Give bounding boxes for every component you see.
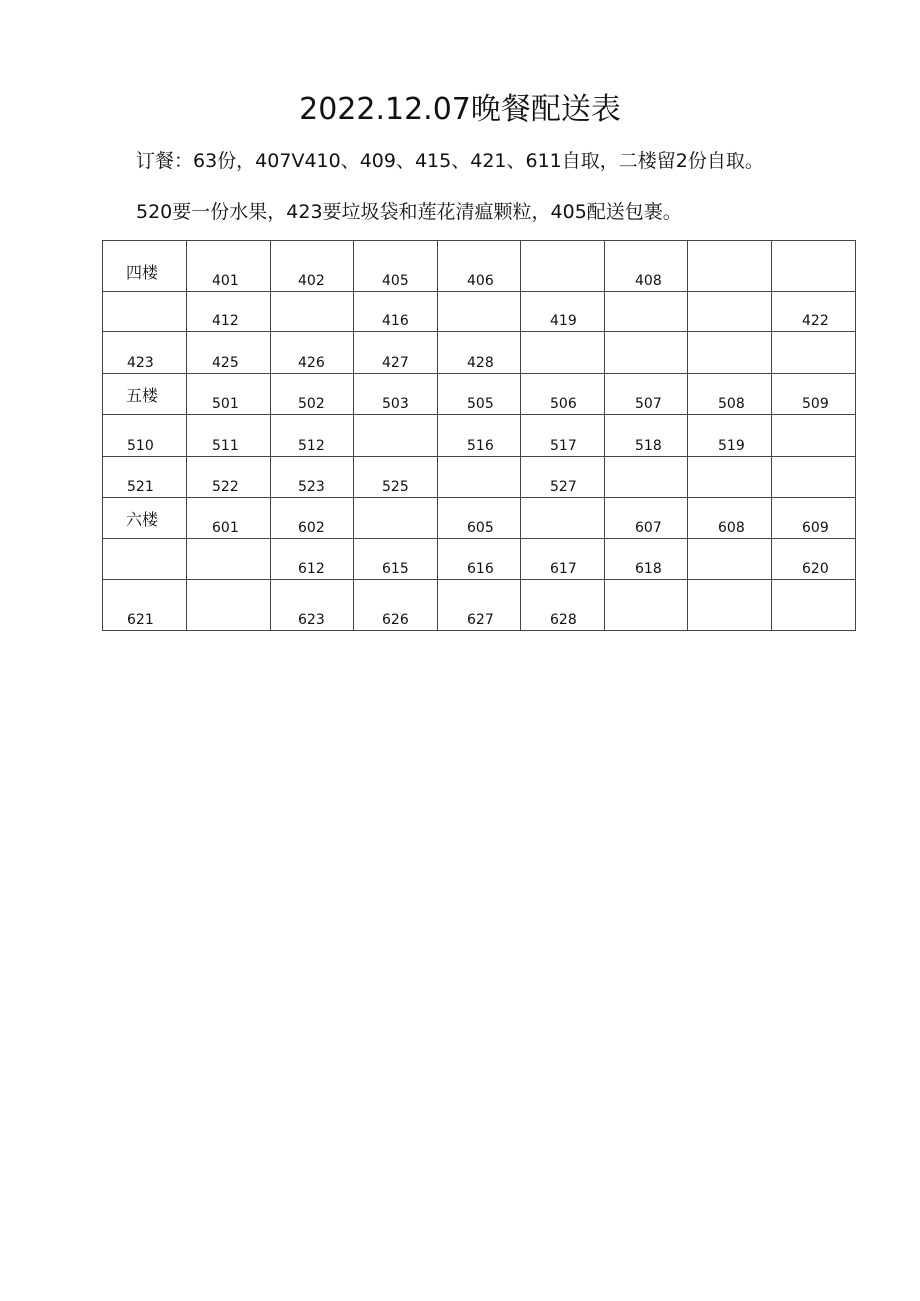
room-cell — [187, 374, 271, 415]
room-cell — [103, 415, 187, 457]
room-cell — [772, 374, 856, 415]
room-number: 427 — [382, 355, 409, 371]
room-cell — [605, 241, 688, 292]
floor-label-cell — [103, 241, 187, 292]
floor-label: 五楼 — [126, 386, 159, 405]
floor-label: 六楼 — [126, 510, 159, 529]
room-number: 518 — [635, 438, 662, 454]
table-row — [103, 332, 856, 374]
room-number: 517 — [550, 438, 577, 454]
table-row — [103, 292, 856, 332]
room-number: 502 — [298, 396, 325, 412]
room-number: 522 — [212, 479, 239, 495]
room-cell — [605, 415, 688, 457]
room-cell — [688, 292, 772, 332]
room-number: 405 — [382, 273, 409, 289]
room-cell — [438, 241, 521, 292]
room-cell — [521, 374, 605, 415]
room-cell — [521, 580, 605, 631]
room-cell — [271, 539, 354, 580]
room-cell — [688, 457, 772, 498]
room-cell — [772, 457, 856, 498]
room-number: 408 — [635, 273, 662, 289]
room-number: 626 — [382, 612, 409, 628]
room-cell — [271, 415, 354, 457]
room-number: 608 — [718, 520, 745, 536]
room-cell — [438, 457, 521, 498]
room-cell — [605, 498, 688, 539]
table-row — [103, 415, 856, 457]
room-cell — [187, 580, 271, 631]
room-number: 412 — [212, 313, 239, 329]
special-requests-note: 520要一份水果，423要垃圾袋和莲花清瘟颗粒，405配送包裹。 — [136, 201, 682, 223]
room-number: 607 — [635, 520, 662, 536]
room-cell — [521, 332, 605, 374]
room-number: 512 — [298, 438, 325, 454]
room-cell — [271, 498, 354, 539]
order-summary-note: 订餐：63份，407V410、409、415、421、611自取，二楼留2份自取。 — [136, 150, 764, 172]
room-number: 406 — [467, 273, 494, 289]
room-cell — [521, 539, 605, 580]
room-number: 516 — [467, 438, 494, 454]
room-cell — [271, 457, 354, 498]
room-number: 617 — [550, 561, 577, 577]
room-number: 521 — [127, 479, 154, 495]
room-number: 510 — [127, 438, 154, 454]
room-number: 501 — [212, 396, 239, 412]
room-cell — [688, 415, 772, 457]
room-number: 428 — [467, 355, 494, 371]
floor-label: 四楼 — [126, 263, 159, 282]
room-cell — [354, 241, 438, 292]
room-number: 425 — [212, 355, 239, 371]
room-cell — [103, 332, 187, 374]
room-cell — [438, 292, 521, 332]
room-cell — [438, 498, 521, 539]
room-cell — [521, 292, 605, 332]
room-cell — [605, 374, 688, 415]
room-cell — [354, 292, 438, 332]
room-number — [772, 628, 855, 630]
room-number: 615 — [382, 561, 409, 577]
room-cell — [354, 457, 438, 498]
room-number: 527 — [550, 479, 577, 495]
room-number: 620 — [802, 561, 829, 577]
room-cell — [772, 332, 856, 374]
room-number: 618 — [635, 561, 662, 577]
room-number: 401 — [212, 273, 239, 289]
room-cell — [521, 241, 605, 292]
room-number: 507 — [635, 396, 662, 412]
room-cell — [772, 539, 856, 580]
room-cell — [688, 539, 772, 580]
room-cell — [521, 457, 605, 498]
room-number: 525 — [382, 479, 409, 495]
room-cell — [103, 580, 187, 631]
room-cell — [521, 498, 605, 539]
room-cell — [187, 539, 271, 580]
room-number: 616 — [467, 561, 494, 577]
room-number: 416 — [382, 313, 409, 329]
room-cell — [103, 457, 187, 498]
room-cell — [103, 539, 187, 580]
room-number: 601 — [212, 520, 239, 536]
room-number: 426 — [298, 355, 325, 371]
room-cell — [354, 332, 438, 374]
room-number: 509 — [802, 396, 829, 412]
table-row — [103, 580, 856, 631]
room-cell — [688, 580, 772, 631]
room-cell — [271, 374, 354, 415]
room-number: 503 — [382, 396, 409, 412]
room-cell — [605, 539, 688, 580]
room-cell — [187, 332, 271, 374]
room-cell — [271, 292, 354, 332]
room-number: 402 — [298, 273, 325, 289]
floor-label-cell — [103, 498, 187, 539]
room-cell — [271, 580, 354, 631]
room-cell — [271, 332, 354, 374]
room-number: 519 — [718, 438, 745, 454]
room-number: 612 — [298, 561, 325, 577]
room-number: 506 — [550, 396, 577, 412]
room-cell — [688, 374, 772, 415]
room-cell — [187, 241, 271, 292]
room-cell — [438, 539, 521, 580]
room-number: 605 — [467, 520, 494, 536]
room-cell — [772, 580, 856, 631]
room-number: 508 — [718, 396, 745, 412]
room-number: 602 — [298, 520, 325, 536]
room-number: 511 — [212, 438, 239, 454]
table-row — [103, 539, 856, 580]
room-cell — [772, 498, 856, 539]
room-number: 609 — [802, 520, 829, 536]
room-number — [187, 628, 270, 630]
room-cell — [271, 241, 354, 292]
room-number: 623 — [298, 612, 325, 628]
table-row — [103, 457, 856, 498]
room-number — [605, 628, 687, 630]
delivery-table-body — [103, 241, 856, 631]
room-cell — [354, 580, 438, 631]
room-cell — [187, 292, 271, 332]
room-number: 523 — [298, 479, 325, 495]
room-cell — [187, 498, 271, 539]
room-number: 627 — [467, 612, 494, 628]
room-cell — [772, 415, 856, 457]
room-cell — [354, 539, 438, 580]
table-row — [103, 241, 856, 292]
delivery-table — [102, 240, 856, 631]
room-cell — [103, 292, 187, 332]
page-title: 2022.12.07晚餐配送表 — [299, 92, 621, 127]
room-cell — [521, 415, 605, 457]
room-cell — [438, 332, 521, 374]
table-row — [103, 374, 856, 415]
room-cell — [688, 241, 772, 292]
room-cell — [354, 415, 438, 457]
room-cell — [438, 580, 521, 631]
floor-label-cell — [103, 374, 187, 415]
room-number: 505 — [467, 396, 494, 412]
room-cell — [688, 332, 772, 374]
room-number — [688, 628, 771, 630]
room-cell — [438, 415, 521, 457]
room-number: 621 — [127, 612, 154, 628]
room-number: 423 — [127, 355, 154, 371]
room-number: 628 — [550, 612, 577, 628]
room-number: 422 — [802, 313, 829, 329]
room-cell — [438, 374, 521, 415]
room-cell — [688, 498, 772, 539]
room-number: 419 — [550, 313, 577, 329]
room-cell — [187, 415, 271, 457]
room-cell — [354, 374, 438, 415]
room-cell — [605, 457, 688, 498]
room-cell — [605, 580, 688, 631]
room-cell — [354, 498, 438, 539]
room-cell — [772, 292, 856, 332]
table-row — [103, 498, 856, 539]
room-cell — [187, 457, 271, 498]
room-cell — [772, 241, 856, 292]
room-cell — [605, 332, 688, 374]
room-cell — [605, 292, 688, 332]
